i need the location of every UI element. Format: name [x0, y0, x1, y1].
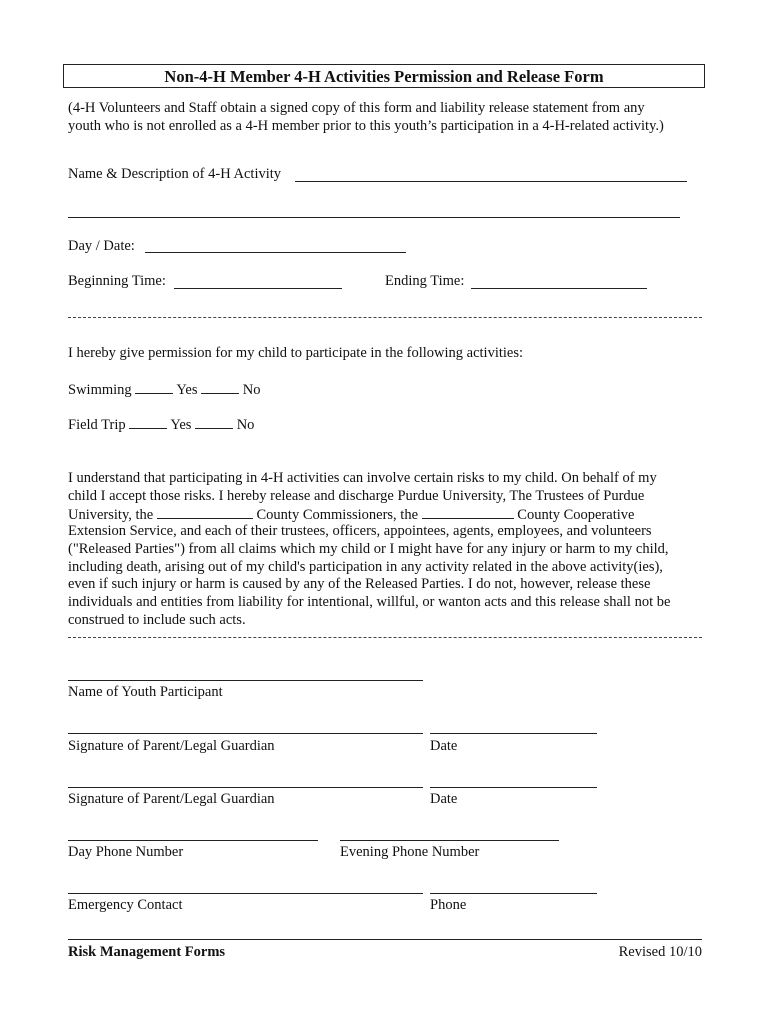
evening-phone-label: Evening Phone Number [340, 844, 480, 860]
date-2-label: Date [430, 791, 458, 807]
ending-time-field[interactable] [471, 288, 647, 289]
release-line-3c: County Cooperative [517, 507, 635, 523]
field-trip-yes-blank[interactable] [129, 414, 167, 429]
swimming-label: Swimming [68, 382, 132, 398]
release-line-2: child I accept those risks. I hereby release and discharge Purdue University, The Trustees of Purdue [68, 488, 645, 504]
intro-line-1: (4-H Volunteers and Staff obtain a signed copy of this form and liability release statement from any [68, 100, 645, 116]
release-line-6: including death, arising out of my child's participation in any activity related in the above activity(ies), [68, 559, 663, 575]
youth-name-label: Name of Youth Participant [68, 684, 223, 700]
day-phone-field[interactable] [68, 840, 318, 841]
permission-statement: I hereby give permission for my child to participate in the following activities: [68, 345, 524, 361]
release-line-3b: County Commissioners, the [256, 507, 419, 523]
phone-field[interactable] [430, 893, 597, 894]
release-line-4: Extension Service, and each of their trustees, officers, appointees, agents, employees, and volunteers [68, 523, 652, 539]
ending-time-label: Ending Time: [385, 273, 465, 289]
field-trip-no-label: No [236, 417, 255, 433]
emergency-contact-label: Emergency Contact [68, 897, 183, 913]
footer-left: Risk Management Forms [68, 944, 226, 960]
release-line-8: individuals and entities from liability for intentional, willful, or wanton acts and this release shall not be [68, 594, 671, 610]
phone-label: Phone [430, 897, 467, 913]
swimming-yes-label: Yes [176, 382, 198, 398]
release-line-3 [68, 504, 634, 524]
field-trip-row [68, 414, 254, 434]
parent-signature-1-field[interactable] [68, 733, 423, 734]
title-box [63, 64, 705, 88]
county-cooperative-blank[interactable] [422, 504, 514, 519]
field-trip-yes-label: Yes [170, 417, 192, 433]
date-2-field[interactable] [430, 787, 597, 788]
intro-line-2: youth who is not enrolled as a 4-H member prior to this youth’s participation in a 4-H-related activity.) [68, 118, 664, 134]
emergency-contact-field[interactable] [68, 893, 423, 894]
parent-signature-2-label: Signature of Parent/Legal Guardian [68, 791, 275, 807]
divider-1 [68, 317, 702, 318]
footer-right: Revised 10/10 [618, 944, 702, 960]
field-trip-label: Field Trip [68, 417, 126, 433]
activity-field-line-2[interactable] [68, 217, 680, 218]
youth-name-field[interactable] [68, 680, 423, 681]
date-1-field[interactable] [430, 733, 597, 734]
day-date-field[interactable] [145, 252, 406, 253]
release-line-3a: University, the [68, 507, 154, 523]
evening-phone-field[interactable] [340, 840, 559, 841]
release-line-5: ("Released Parties") from all claims which my child or I might have for any injury or harm to my child, [68, 541, 669, 557]
day-phone-label: Day Phone Number [68, 844, 184, 860]
activity-label: Name & Description of 4-H Activity [68, 166, 282, 182]
swimming-no-label: No [242, 382, 261, 398]
release-line-7: even if such injury or harm is caused by any of the Released Parties. I do not, however, release these [68, 576, 651, 592]
form-title: Non-4-H Member 4-H Activities Permission and Release Form [164, 67, 604, 86]
day-date-label: Day / Date: [68, 238, 135, 254]
swimming-row [68, 379, 260, 399]
swimming-yes-blank[interactable] [135, 379, 173, 394]
date-1-label: Date [430, 738, 458, 754]
parent-signature-2-field[interactable] [68, 787, 423, 788]
divider-2 [68, 637, 702, 638]
release-line-9: construed to include such acts. [68, 612, 246, 628]
footer-rule [68, 939, 702, 940]
beginning-time-field[interactable] [174, 288, 342, 289]
swimming-no-blank[interactable] [201, 379, 239, 394]
beginning-time-label: Beginning Time: [68, 273, 166, 289]
activity-field[interactable] [295, 181, 687, 182]
field-trip-no-blank[interactable] [195, 414, 233, 429]
county-commissioners-blank[interactable] [157, 504, 253, 519]
parent-signature-1-label: Signature of Parent/Legal Guardian [68, 738, 275, 754]
release-line-1: I understand that participating in 4-H activities can involve certain risks to my child. On behalf of my [68, 470, 657, 486]
